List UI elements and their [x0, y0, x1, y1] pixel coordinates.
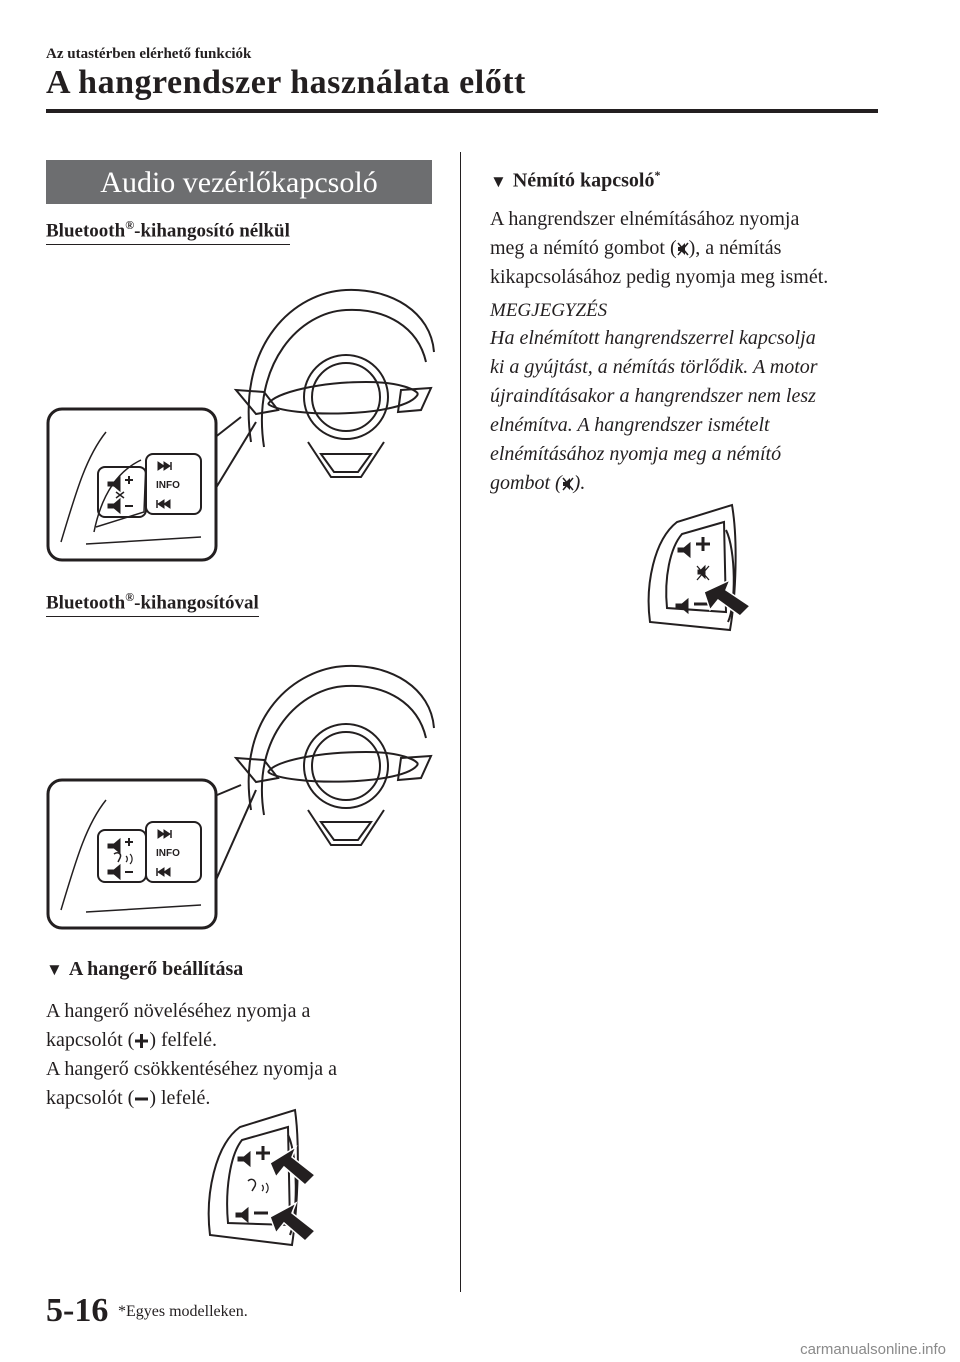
steering-wheel-figure-1: [46, 282, 436, 564]
volume-line-2: [46, 1026, 446, 1055]
mute-heading-text: Némító kapcsoló: [512, 169, 655, 192]
section-banner: Audio vezérlőkapcsoló: [46, 160, 432, 204]
subhead2-post: -kihangosítóval: [134, 592, 259, 614]
note-line-3: újraindításakor a hangrendszer nem lesz: [490, 385, 816, 407]
volume-line-1: A hangerő növeléséhez nyomja a: [46, 1000, 311, 1022]
subhead2-pre: Bluetooth: [46, 592, 126, 614]
volume-instructions: [46, 997, 446, 1113]
volume-line-2b: ) felfelé.: [149, 1029, 218, 1051]
volume-line-4b: ) lefelé.: [149, 1087, 211, 1109]
mute-line-1: A hangrendszer elnémításához nyomja: [490, 208, 800, 230]
volume-line-3: A hangerő csökkentéséhez nyomja a: [46, 1058, 338, 1080]
info-label-1: INFO: [156, 480, 180, 491]
volume-line-2a: kapcsolót (: [46, 1029, 135, 1051]
mute-line-2b: ), a némítás: [688, 237, 782, 259]
volume-heading-text: A hangerő beállítása: [68, 958, 244, 980]
mute-icon: [562, 476, 574, 492]
registered-mark: ®: [125, 218, 135, 232]
title-rule: [46, 109, 878, 113]
watermark: carmanualsonline.info: [800, 1341, 946, 1358]
mute-switch-figure: [642, 500, 762, 635]
volume-heading: [46, 958, 243, 981]
mute-line-2a: meg a némító gombot (: [490, 237, 677, 259]
subhead1-post: -kihangosító nélkül: [134, 220, 290, 242]
note-line-6: [490, 469, 900, 498]
breadcrumb: Az utastérben elérhető funkciók: [46, 46, 252, 62]
mute-line-2: [490, 234, 890, 263]
asterisk-mark: *: [654, 168, 661, 182]
subhead1-pre: Bluetooth: [46, 220, 126, 242]
note-line-6a: gombot (: [490, 472, 562, 494]
footnote: *Egyes modelleken.: [118, 1303, 248, 1320]
plus-icon: [134, 1033, 149, 1049]
mute-icon: [677, 241, 689, 257]
note-line-6b: ).: [573, 472, 586, 494]
volume-line-4a: kapcsolót (: [46, 1087, 135, 1109]
note-body: [490, 324, 900, 498]
triangle-bullet-icon: ▼: [490, 171, 507, 191]
column-divider: [460, 152, 461, 1292]
mute-instructions: [490, 205, 890, 292]
note-line-1: Ha elnémított hangrendszerrel kapcsolja: [490, 327, 816, 349]
note-line-4: elnémítva. A hangrendszer ismételt: [490, 414, 770, 436]
info-label-2: INFO: [156, 848, 180, 859]
page-number: 5-16: [46, 1292, 109, 1329]
minus-icon: [134, 1091, 149, 1107]
note-title: MEGJEGYZÉS: [490, 300, 608, 321]
triangle-bullet-icon: ▼: [46, 960, 63, 979]
subheading-without-handsfree: [46, 218, 290, 245]
registered-mark: ®: [125, 590, 135, 604]
mute-line-3: kikapcsolásához pedig nyomja meg ismét.: [490, 266, 829, 288]
volume-switch-figure: [200, 1105, 330, 1250]
mute-heading: [490, 168, 661, 193]
note-line-5: elnémításához nyomja meg a némító: [490, 443, 782, 465]
steering-wheel-figure-2: [46, 660, 436, 932]
page-title: A hangrendszer használata előtt: [46, 64, 526, 101]
note-line-2: ki a gyújtást, a némítás törlődik. A motor: [490, 356, 818, 378]
subheading-with-handsfree: [46, 590, 259, 617]
